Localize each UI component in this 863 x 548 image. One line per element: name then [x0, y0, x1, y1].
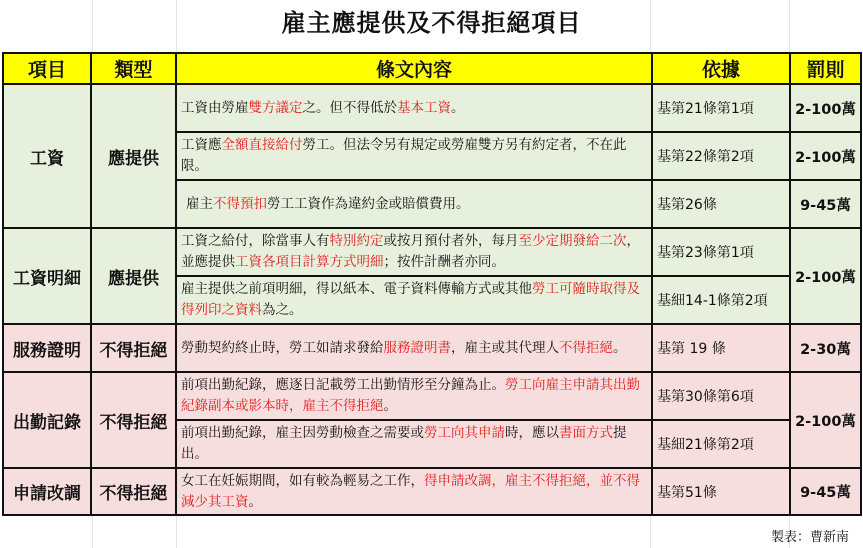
clause-text: 或按月預付者外，每月	[383, 233, 519, 249]
rules-table	[2, 52, 862, 516]
table-row	[3, 228, 861, 276]
clause-text: 工資應	[181, 137, 222, 153]
row-type-wage-detail: 應提供	[91, 228, 176, 324]
basis-cell: 基第23條第1項	[652, 228, 790, 276]
header-item: 項目	[3, 53, 91, 84]
basis-cell: 基第 19 條	[652, 324, 790, 372]
table-maker-credit: 製表：曹新南	[770, 530, 849, 545]
content-cell	[176, 228, 652, 276]
content-cell	[176, 132, 652, 180]
header-basis: 依據	[652, 53, 790, 84]
highlight-text: 勞工向其申請	[424, 425, 505, 441]
penalty-cell: 2-100萬	[790, 228, 861, 324]
page-title: 雇主應提供及不得拒絕項目	[281, 9, 582, 37]
row-item-attendance: 出勤記錄	[3, 372, 91, 468]
basis-cell: 基第22條第2項	[652, 132, 790, 180]
penalty-cell: 2-30萬	[790, 324, 861, 372]
row-item-wage-detail: 工資明細	[3, 228, 91, 324]
table-row	[3, 324, 861, 372]
clause-text: ；按件計酬者亦同。	[383, 254, 505, 270]
highlight-text: 工資各項目計算方式明細	[235, 254, 384, 270]
content-cell	[176, 84, 652, 132]
basis-cell: 基細21條第2項	[652, 420, 790, 468]
highlight-text: 雙方議定	[248, 99, 303, 116]
highlight-text: 不得預扣	[213, 195, 267, 212]
clause-text: 。	[248, 493, 262, 510]
clause-text: 勞工。但法令另有規定或勞雇雙方另有約定者，不在此限。	[181, 137, 627, 174]
basis-cell: 基第26條	[652, 180, 790, 228]
clause-text: 勞動契約終止時，勞工如請求發給	[181, 339, 384, 356]
clause-text: 工資由勞雇	[181, 99, 249, 116]
highlight-text: 至少定期發給二次	[518, 233, 627, 249]
content-cell	[176, 276, 652, 324]
clause-text: 前項出勤紀錄，雇主因勞動檢查之需要或	[181, 425, 424, 441]
highlight-text: 服務證明書	[383, 339, 451, 356]
header-row	[3, 53, 861, 84]
row-item-service-cert: 服務證明	[3, 324, 91, 372]
clause-text: 女工在妊娠期間，如有較為輕易之工作，	[181, 472, 424, 489]
clause-text: 雇主提供之前項明細，得以紙本、電子資料傳輸方式或其他	[181, 281, 532, 297]
penalty-cell: 2-100萬	[790, 84, 861, 132]
table-row	[3, 468, 861, 515]
clause-text: 。	[383, 398, 397, 414]
header-penalty: 罰則	[790, 53, 861, 84]
row-type-attendance: 不得拒絕	[91, 372, 176, 468]
highlight-text: 特別約定	[329, 233, 384, 249]
clause-text: 。	[451, 99, 465, 116]
basis-cell: 基第51條	[652, 468, 790, 515]
clause-text: 勞工工資作為違約金或賠償費用。	[267, 195, 470, 212]
clause-text: 之。但不得低於	[302, 99, 397, 116]
basis-cell: 基第30條第6項	[652, 372, 790, 420]
row-type-service-cert: 不得拒絕	[91, 324, 176, 372]
highlight-text: 不得拒絕	[559, 339, 613, 356]
clause-text: 為之。	[262, 302, 303, 318]
highlight-text: 勞工向雇主申請其出勤紀錄副本或影本時，雇主不得拒絕	[181, 377, 640, 414]
clause-text: ，並應提供	[181, 233, 640, 270]
row-item-wage: 工資	[3, 84, 91, 228]
clause-text: 時，應以	[505, 425, 559, 441]
clause-text: 工資之給付，除當事人有	[181, 233, 330, 249]
basis-cell: 基第21條第1項	[652, 84, 790, 132]
clause-text: 前項出勤紀錄，應逐日記載勞工出勤情形至分鐘為止。	[181, 377, 505, 393]
basis-cell: 基細14-1條第2項	[652, 276, 790, 324]
content-cell	[176, 468, 652, 515]
row-type-transfer: 不得拒絕	[91, 468, 176, 515]
content-cell	[176, 420, 652, 468]
content-cell	[176, 372, 652, 420]
table-row	[3, 372, 861, 420]
penalty-cell: 9-45萬	[790, 468, 861, 515]
highlight-text: 書面方式	[559, 425, 613, 441]
clause-text: 。	[613, 339, 627, 356]
highlight-text: 得申請改調，雇主不得拒絕，並不得減少其工資	[181, 472, 640, 510]
highlight-text: 全額直接給付	[221, 137, 303, 153]
penalty-cell: 2-100萬	[790, 132, 861, 180]
clause-text: 雇主	[186, 195, 213, 212]
content-cell	[176, 180, 652, 228]
header-type: 類型	[91, 53, 176, 84]
row-type-wage: 應提供	[91, 84, 176, 228]
highlight-text: 基本工資	[397, 99, 451, 116]
penalty-cell: 9-45萬	[790, 180, 861, 228]
clause-text: ，雇主或其代理人	[451, 339, 559, 356]
penalty-cell: 2-100萬	[790, 372, 861, 468]
header-content: 條文內容	[176, 53, 652, 84]
clause-text: 提出。	[181, 425, 627, 462]
table-row	[3, 84, 861, 132]
highlight-text: 勞工可隨時取得及得列印之資料	[181, 281, 640, 318]
content-cell	[176, 324, 652, 372]
row-item-transfer: 申請改調	[3, 468, 91, 515]
